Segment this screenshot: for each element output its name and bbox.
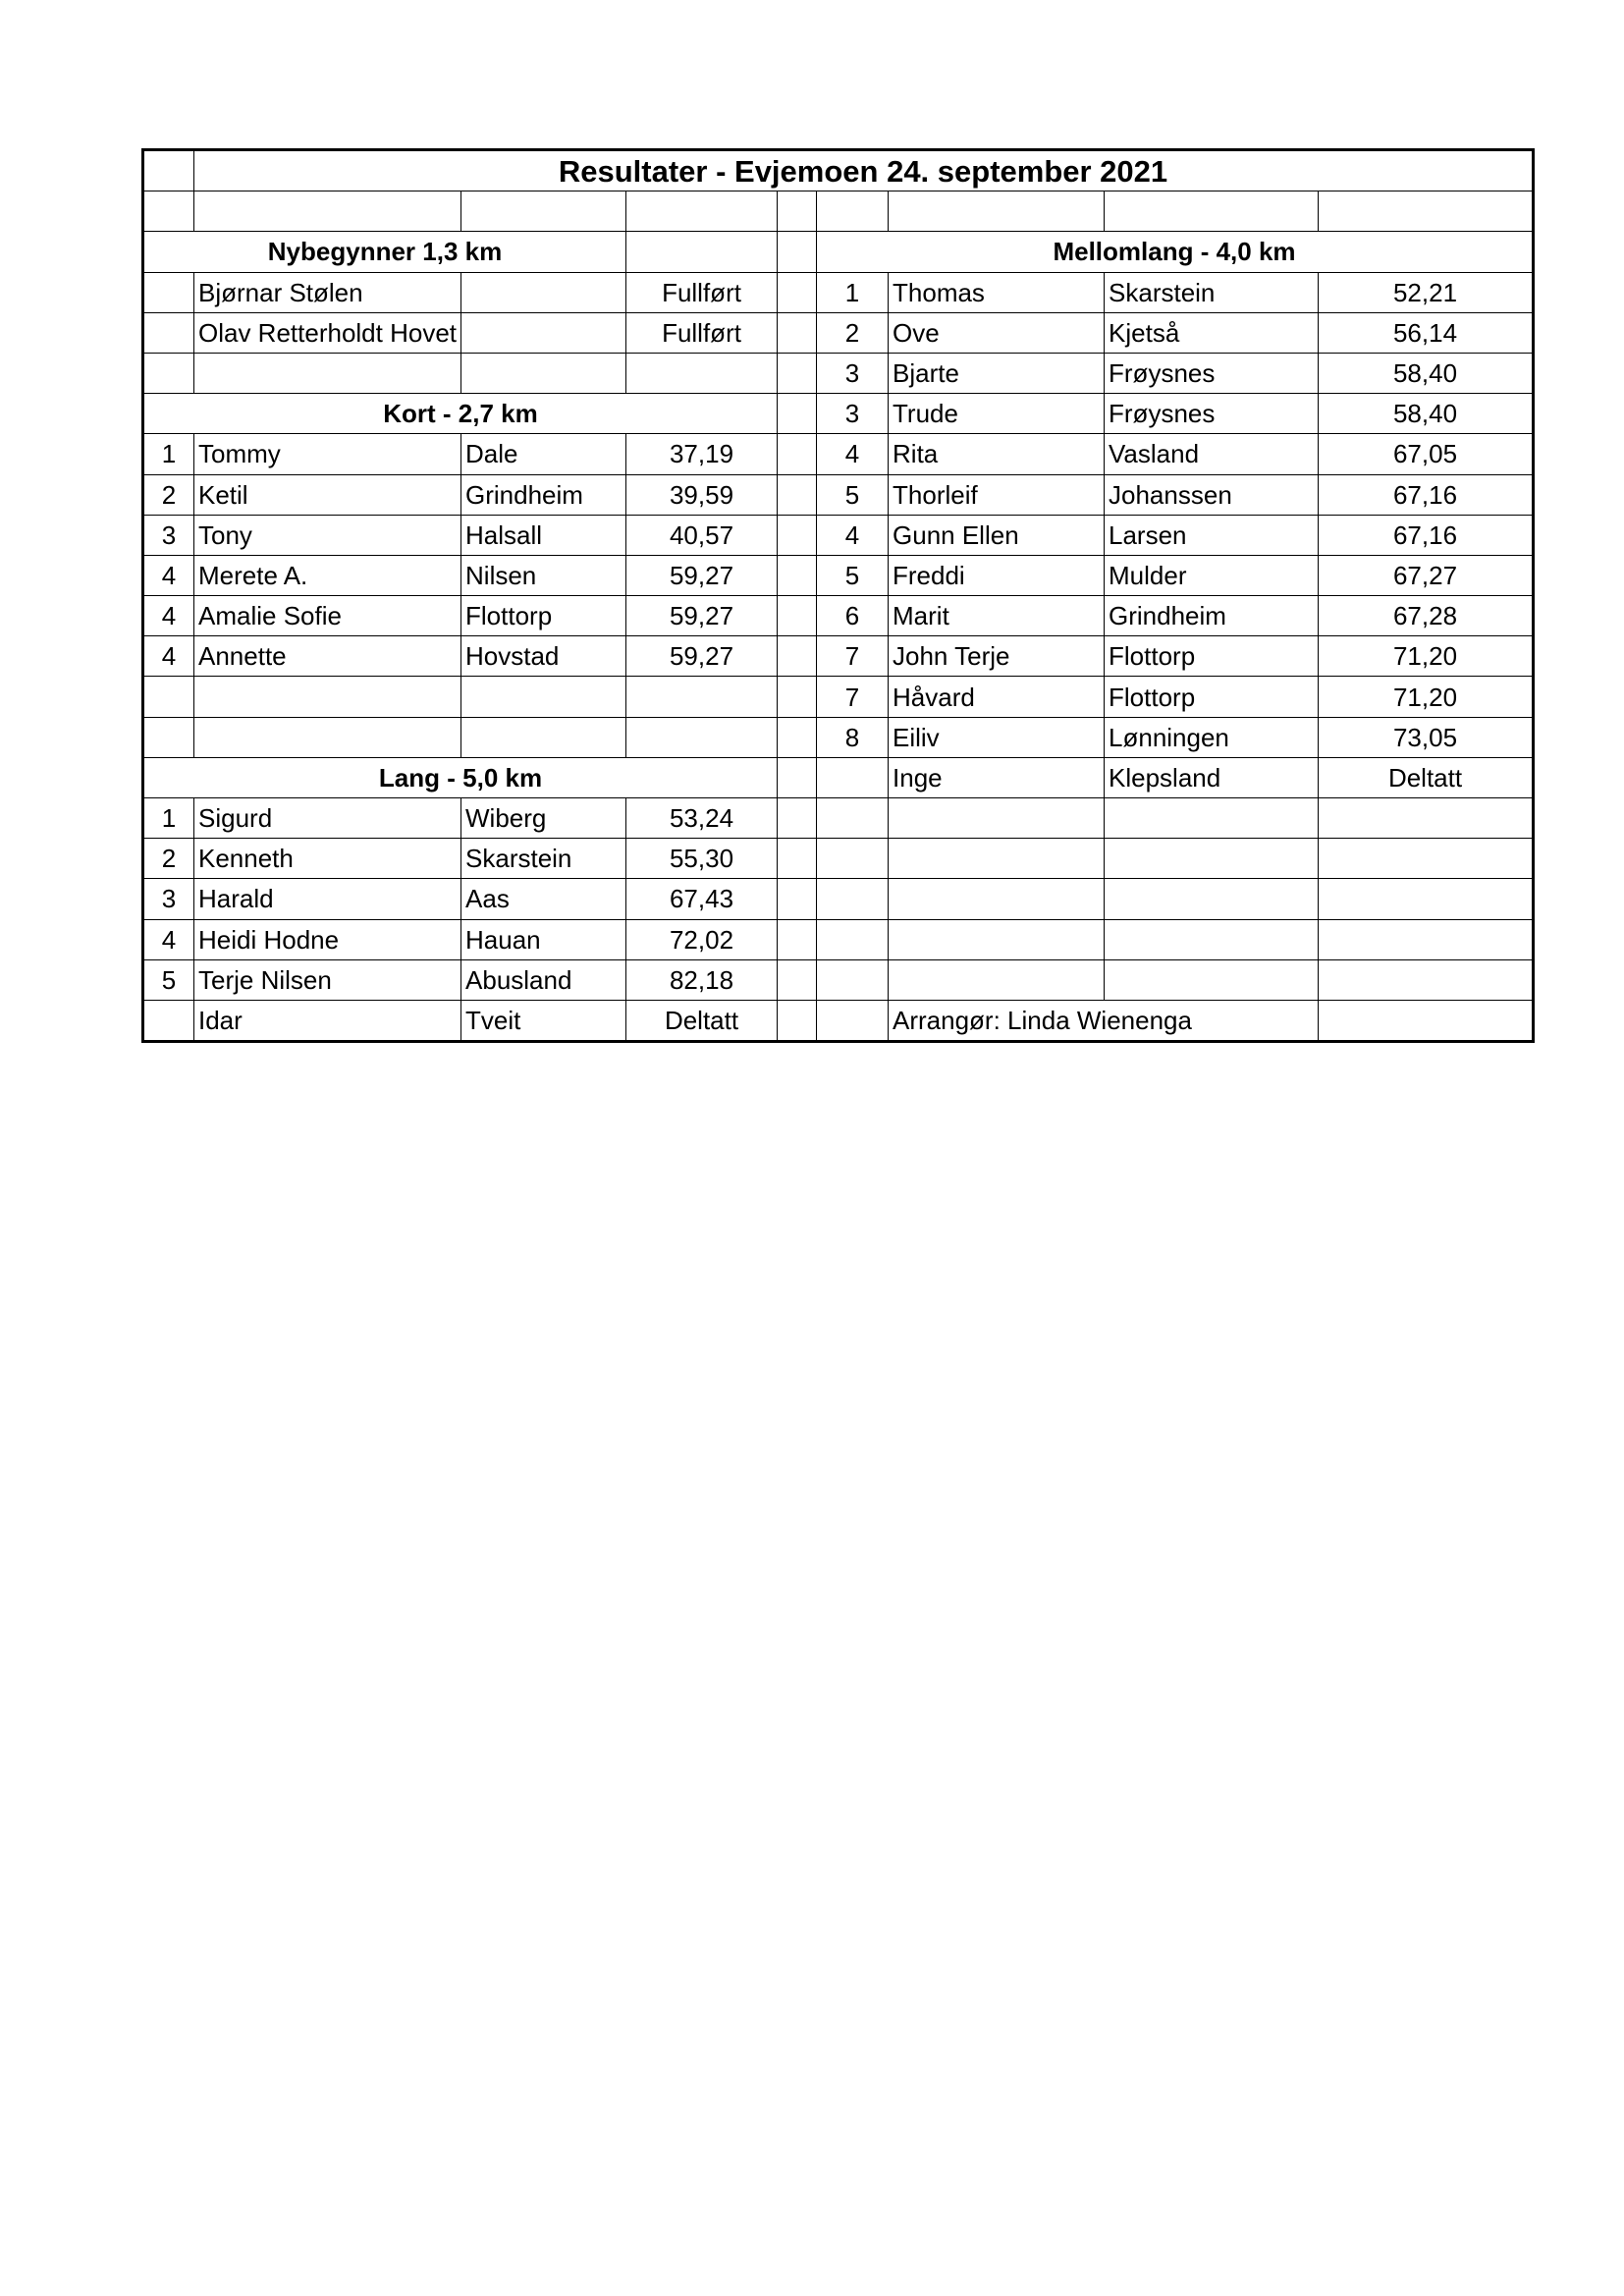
first-name: Tony [194, 515, 461, 555]
place-value: 4 [143, 636, 194, 677]
column-gap [778, 717, 817, 757]
place-value: 2 [817, 312, 889, 353]
column-gap [778, 798, 817, 839]
table-row [143, 353, 1534, 393]
table-row [143, 232, 1534, 272]
last-name: Dale [461, 434, 626, 474]
first-name: Amalie Sofie [194, 596, 461, 636]
last-name: Flottorp [1105, 636, 1319, 677]
last-name: Johanssen [1105, 474, 1319, 515]
place-value: 4 [143, 919, 194, 959]
participant-name: Olav Retterholdt Hovet [194, 312, 461, 353]
section-heading-lang: Lang - 5,0 km [143, 757, 778, 797]
first-name: Tommy [194, 434, 461, 474]
first-name: Idar [194, 1000, 461, 1041]
last-name: Vasland [1105, 434, 1319, 474]
last-name: Flottorp [1105, 677, 1319, 717]
results-table [141, 148, 1535, 1043]
time-value: 59,27 [626, 555, 778, 595]
table-row [143, 434, 1534, 474]
first-name: Trude [889, 394, 1105, 434]
table-row [143, 394, 1534, 434]
column-gap [778, 919, 817, 959]
place-value: 5 [143, 959, 194, 1000]
first-name: Terje Nilsen [194, 959, 461, 1000]
column-gap [778, 312, 817, 353]
page-title: Resultater - Evjemoen 24. september 2021 [194, 150, 1534, 191]
place-value: 3 [817, 353, 889, 393]
last-name: Hovstad [461, 636, 626, 677]
place-value: 7 [817, 636, 889, 677]
time-value: 71,20 [1319, 636, 1534, 677]
first-name: Rita [889, 434, 1105, 474]
first-name: Thomas [889, 272, 1105, 312]
first-name: Håvard [889, 677, 1105, 717]
time-value: 67,27 [1319, 555, 1534, 595]
time-value: 58,40 [1319, 394, 1534, 434]
spacer-row [143, 191, 1534, 232]
column-gap [778, 959, 817, 1000]
time-value: 52,21 [1319, 272, 1534, 312]
first-name: Sigurd [194, 798, 461, 839]
table-row [143, 636, 1534, 677]
first-name: John Terje [889, 636, 1105, 677]
last-name: Kjetså [1105, 312, 1319, 353]
section-heading-nybegynner: Nybegynner 1,3 km [143, 232, 626, 272]
first-name: Kenneth [194, 839, 461, 879]
column-gap [778, 555, 817, 595]
time-value: 82,18 [626, 959, 778, 1000]
column-gap [778, 879, 817, 919]
table-row [143, 839, 1534, 879]
time-value: 67,28 [1319, 596, 1534, 636]
table-row [143, 798, 1534, 839]
place-value [143, 1000, 194, 1041]
time-value: 55,30 [626, 839, 778, 879]
column-gap [778, 394, 817, 434]
last-name: Abusland [461, 959, 626, 1000]
first-name: Ketil [194, 474, 461, 515]
organizer-note: Arrangør: Linda Wienenga [889, 1000, 1319, 1041]
column-gap [778, 434, 817, 474]
first-name: Harald [194, 879, 461, 919]
time-value: 59,27 [626, 596, 778, 636]
time-value: 56,14 [1319, 312, 1534, 353]
first-name: Inge [889, 757, 1105, 797]
last-name: Tveit [461, 1000, 626, 1041]
place-value: 4 [143, 555, 194, 595]
last-name: Grindheim [1105, 596, 1319, 636]
table-row [143, 959, 1534, 1000]
place-value: 4 [817, 515, 889, 555]
first-name: Gunn Ellen [889, 515, 1105, 555]
place-value: 1 [143, 798, 194, 839]
time-value: Deltatt [1319, 757, 1534, 797]
column-gap [778, 474, 817, 515]
last-name: Skarstein [461, 839, 626, 879]
first-name: Eiliv [889, 717, 1105, 757]
last-name: Frøysnes [1105, 394, 1319, 434]
first-name: Freddi [889, 555, 1105, 595]
last-name: Nilsen [461, 555, 626, 595]
column-gap [778, 636, 817, 677]
section-heading-kort: Kort - 2,7 km [143, 394, 778, 434]
last-name: Frøysnes [1105, 353, 1319, 393]
place-value: 1 [143, 434, 194, 474]
last-name: Flottorp [461, 596, 626, 636]
table-row [143, 717, 1534, 757]
first-name: Heidi Hodne [194, 919, 461, 959]
time-value: 67,16 [1319, 474, 1534, 515]
time-value: 37,19 [626, 434, 778, 474]
place-value: 3 [143, 515, 194, 555]
first-name: Marit [889, 596, 1105, 636]
section-heading-mellomlang: Mellomlang - 4,0 km [817, 232, 1534, 272]
place-value: 4 [143, 596, 194, 636]
time-value: 59,27 [626, 636, 778, 677]
last-name: Lønningen [1105, 717, 1319, 757]
last-name: Skarstein [1105, 272, 1319, 312]
place-value: 8 [817, 717, 889, 757]
time-value: 40,57 [626, 515, 778, 555]
last-name: Larsen [1105, 515, 1319, 555]
time-value: 67,16 [1319, 515, 1534, 555]
first-name: Bjarte [889, 353, 1105, 393]
column-gap [778, 515, 817, 555]
place-value: 6 [817, 596, 889, 636]
last-name: Halsall [461, 515, 626, 555]
column-gap [778, 596, 817, 636]
place-value: 3 [143, 879, 194, 919]
table-row [143, 677, 1534, 717]
last-name: Klepsland [1105, 757, 1319, 797]
place-value: 3 [817, 394, 889, 434]
last-name: Hauan [461, 919, 626, 959]
title-row [143, 150, 1534, 191]
time-value: 73,05 [1319, 717, 1534, 757]
last-name: Wiberg [461, 798, 626, 839]
place-value: 1 [817, 272, 889, 312]
table-row [143, 919, 1534, 959]
last-name: Aas [461, 879, 626, 919]
participant-name: Bjørnar Stølen [194, 272, 461, 312]
table-row [143, 1000, 1534, 1041]
table-row [143, 272, 1534, 312]
time-value: 39,59 [626, 474, 778, 515]
table-row [143, 596, 1534, 636]
time-value: 67,43 [626, 879, 778, 919]
first-name: Merete A. [194, 555, 461, 595]
time-value: 71,20 [1319, 677, 1534, 717]
table-row [143, 474, 1534, 515]
first-name: Annette [194, 636, 461, 677]
place-value: 2 [143, 839, 194, 879]
time-value: 72,02 [626, 919, 778, 959]
time-value: 67,05 [1319, 434, 1534, 474]
place-value: 7 [817, 677, 889, 717]
place-value: 5 [817, 474, 889, 515]
column-gap [778, 839, 817, 879]
table-row [143, 757, 1534, 797]
time-value: Deltatt [626, 1000, 778, 1041]
table-row [143, 515, 1534, 555]
table-row [143, 555, 1534, 595]
place-value [817, 757, 889, 797]
column-gap [778, 232, 817, 272]
place-value: 5 [817, 555, 889, 595]
column-gap [778, 1000, 817, 1041]
last-name: Grindheim [461, 474, 626, 515]
column-gap [778, 272, 817, 312]
time-value: 58,40 [1319, 353, 1534, 393]
first-name: Ove [889, 312, 1105, 353]
time-value: 53,24 [626, 798, 778, 839]
place-value: 2 [143, 474, 194, 515]
result-value: Fullført [626, 272, 778, 312]
table-row [143, 312, 1534, 353]
place-value: 4 [817, 434, 889, 474]
result-value: Fullført [626, 312, 778, 353]
column-gap [778, 757, 817, 797]
last-name: Mulder [1105, 555, 1319, 595]
first-name: Thorleif [889, 474, 1105, 515]
table-row [143, 879, 1534, 919]
column-gap [778, 353, 817, 393]
column-gap [778, 677, 817, 717]
